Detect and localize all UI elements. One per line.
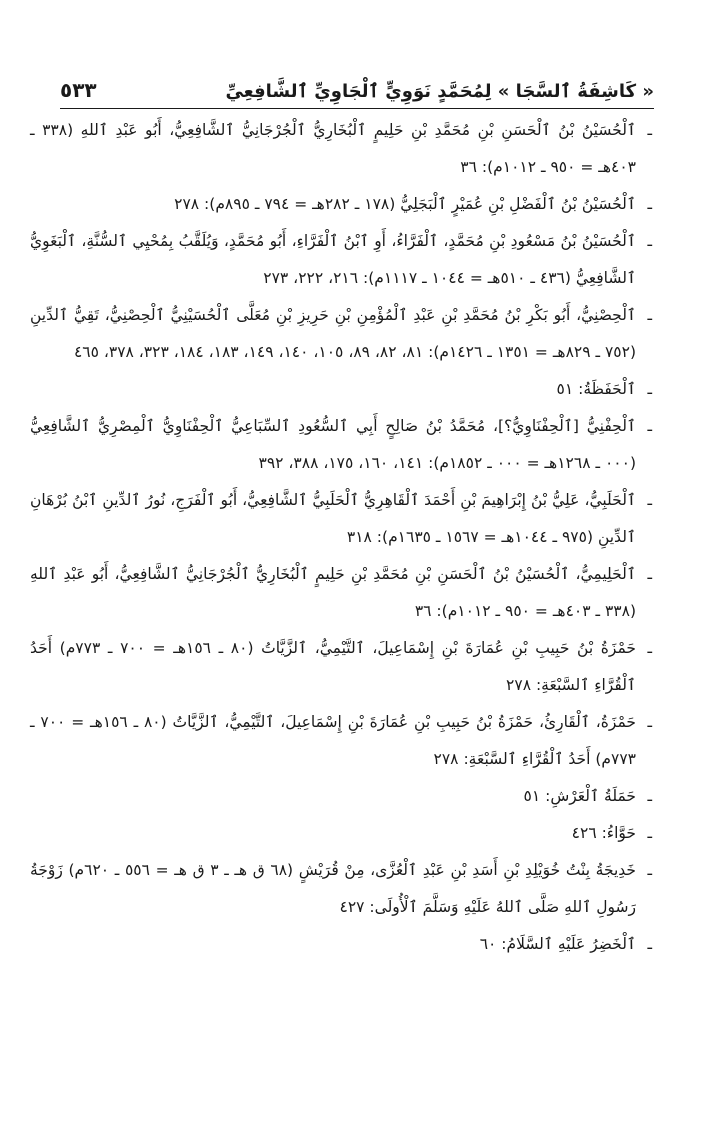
index-entry: ـ حَمْزَةُ، ٱلْقَارِئُ، حَمْزَةُ بْنُ حَبِيبِ بْنِ عُمَارَةَ بْنِ إِسْمَاعِيلَ، ٱلتَّيْمِيُّ، ٱلزَّيَّاتُ (٨٠ ـ ١٥٦هـ = ٧٠٠ ـ ٧٧٣م) أَحَدُ ٱلْقُرَّاءِ ٱلسَّبْعَةِ: ٢٧٨ [30, 713, 652, 768]
entry-text: حَمْزَةُ بْنُ حَبِيبِ بْنِ عُمَارَةَ بْنِ إِسْمَاعِيلَ، ٱلتَّيْمِيُّ، ٱلزَّيَّاتُ (٨٠ ـ ١٥٦هـ = ٧٠٠ ـ ٧٧٣م) أَحَدُ ٱلْقُرَّاءِ ٱلسَّبْعَةِ: ٢٧٨ [30, 639, 637, 694]
entry-text: ٱلْحِصْنِيُّ، أَبُو بَكْرِ بْنُ مُحَمَّدِ بْنِ عَبْدِ ٱلْمُؤْمِنِ بْنِ حَرِيزِ بْنِ مُعَلَّى ٱلْحُسَيْنِيُّ ٱلْحِصْنِيُّ، تَقِيُّ ٱلدِّينِ (٧٥٢ ـ ٨٢٩هـ = ١٣٥١ ـ ١٤٢٦م): ٨١، ٨٢، ٨٩، ١٠٥، ١٤٠، ١٤٩، ١٨٣، ١٨٤، ٣٢٣، ٣٧٨، ٤٦٥ [30, 306, 636, 361]
entry-text: حَمْزَةُ، ٱلْقَارِئُ، حَمْزَةُ بْنُ حَبِيبِ بْنِ عُمَارَةَ بْنِ إِسْمَاعِيلَ، ٱلتَّيْمِيُّ، ٱلزَّيَّاتُ (٨٠ ـ ١٥٦هـ = ٧٠٠ ـ ٧٧٣م) أَحَدُ ٱلْقُرَّاءِ ٱلسَّبْعَةِ: ٢٧٨ [30, 713, 637, 768]
entry-text: حَمَلَةُ ٱلْعَرْشِ: ٥١ [523, 787, 636, 805]
index-entry: ـ حَمَلَةُ ٱلْعَرْشِ: ٥١ [523, 787, 652, 805]
index-entry: ـ ٱلْحُسَيْنُ بْنُ مَسْعُودِ بْنِ مُحَمَّدٍ، ٱلْفَرَّاءُ، أَوِ ٱبْنُ ٱلْفَرَّاءِ، أَبُو مُحَمَّدٍ، وَيُلَقَّبُ بِمُحْيِي ٱلسُّنَّةِ، ٱلْبَغَوِيُّ ٱلشَّافِعِيُّ (٤٣٦ ـ ٥١٠هـ = ١٠٤٤ ـ ١١١٧م): ٢١٦، ٢٢٢، ٢٧٣ [30, 232, 652, 287]
page-header [60, 62, 654, 109]
index-entry: ـ ٱلْحِفْنِيُّ [ٱلْحِفْنَاوِيُّ؟]، مُحَمَّدُ بْنُ صَالِحٍ أَبِي ٱلسُّعُودِ ٱلسِّبَاعِيُّ ٱلْحِفْنَاوِيُّ ٱلْمِصْرِيُّ ٱلشَّافِعِيُّ (٠٠٠ ـ ١٢٦٨هـ = ٠٠٠ ـ ١٨٥٢م): ١٤١، ١٦٠، ١٧٥، ٣٨٨، ٣٩٢ [30, 417, 652, 472]
index-entry: ـ ٱلْحِصْنِيُّ، أَبُو بَكْرِ بْنُ مُحَمَّدِ بْنِ عَبْدِ ٱلْمُؤْمِنِ بْنِ حَرِيزِ بْنِ مُعَلَّى ٱلْحُسَيْنِيُّ ٱلْحِصْنِيُّ، تَقِيُّ ٱلدِّينِ (٧٥٢ ـ ٨٢٩هـ = ١٣٥١ ـ ١٤٢٦م): ٨١، ٨٢، ٨٩، ١٠٥، ١٤٠، ١٤٩، ١٨٣، ١٨٤، ٣٢٣، ٣٧٨، ٤٦٥ [30, 306, 652, 361]
entry-text: ٱلْحَلِيمِيُّ، ٱلْحُسَيْنُ بْنُ ٱلْحَسَنِ بْنِ مُحَمَّدِ بْنِ حَلِيمٍ ٱلْبُخَارِيُّ ٱلْجُرْجَانِيُّ ٱلشَّافِعِيُّ، أَبُو عَبْدِ ٱللهِ (٣٣٨ ـ ٤٠٣هـ = ٩٥٠ ـ ١٠١٢م): ٣٦ [30, 565, 636, 620]
entry-text: ٱلْحُسَيْنُ بْنُ مَسْعُودِ بْنِ مُحَمَّدٍ، ٱلْفَرَّاءُ، أَوِ ٱبْنُ ٱلْفَرَّاءِ، أَبُو مُحَمَّدٍ، وَيُلَقَّبُ بِمُحْيِي ٱلسُّنَّةِ، ٱلْبَغَوِيُّ ٱلشَّافِعِيُّ (٤٣٦ ـ ٥١٠هـ = ١٠٤٤ ـ ١١١٧م): ٢١٦، ٢٢٢، ٢٧٣ [30, 232, 636, 287]
entry-text: ٱلْحُسَيْنُ بْنُ ٱلْفَضْلِ بْنِ عُمَيْرٍ ٱلْبَجَلِيُّ (١٧٨ ـ ٢٨٢هـ = ٧٩٤ ـ ٨٩٥م): ٢٧٨ [174, 195, 636, 213]
index-entry: ـ حَوَّاءُ: ٤٢٦ [571, 824, 652, 842]
index-entry: ـ حَمْزَةُ بْنُ حَبِيبِ بْنِ عُمَارَةَ بْنِ إِسْمَاعِيلَ، ٱلتَّيْمِيُّ، ٱلزَّيَّاتُ (٨٠ ـ ١٥٦هـ = ٧٠٠ ـ ٧٧٣م) أَحَدُ ٱلْقُرَّاءِ ٱلسَّبْعَةِ: ٢٧٨ [30, 639, 652, 694]
entry-text: ٱلْحُسَيْنُ بْنُ ٱلْحَسَنِ بْنِ مُحَمَّدِ بْنِ حَلِيمٍ ٱلْبُخَارِيُّ ٱلْجُرْجَانِيُّ ٱلشَّافِعِيُّ، أَبُو عَبْدِ ٱللهِ (٣٣٨ ـ ٤٠٣هـ = ٩٥٠ ـ ١٠١٢م): ٣٦ [30, 121, 636, 176]
index-entry: ـ ٱلْحَلَبِيُّ، عَلِيُّ بْنُ إِبْرَاهِيمَ بْنِ أَحْمَدَ ٱلْقَاهِرِيُّ ٱلْحَلَبِيُّ ٱلشَّافِعِيُّ، أَبُو ٱلْفَرَجِ، نُورُ ٱلدِّينِ ٱبْنُ بُرْهَانِ ٱلدِّينِ (٩٧٥ ـ ١٠٤٤هـ = ١٥٦٧ ـ ١٦٣٥م): ٣١٨ [30, 491, 652, 546]
page-number: ٥٣٣ [60, 78, 97, 102]
index-entry: ـ ٱلْحَفَظَةُ: ٥١ [556, 380, 652, 398]
entry-text: خَدِيجَةُ بِنْتُ خُوَيْلِدِ بْنِ أَسَدِ بْنِ عَبْدِ ٱلْعُزَّى، مِنْ قُرَيْشٍ (٦٨ ق هـ ـ ٣ ق هـ = ٥٥٦ ـ ٦٢٠م) زَوْجَةُ رَسُولِ ٱللهِ صَلَّى ٱللهُ عَلَيْهِ وَسَلَّمَ ٱلْأُولَى: ٤٢٧ [30, 861, 637, 916]
entry-text: ٱلْحِفْنِيُّ [ٱلْحِفْنَاوِيُّ؟]، مُحَمَّدُ بْنُ صَالِحٍ أَبِي ٱلسُّعُودِ ٱلسِّبَاعِيُّ ٱلْحِفْنَاوِيُّ ٱلْمِصْرِيُّ ٱلشَّافِعِيُّ (٠٠٠ ـ ١٢٦٨هـ = ٠٠٠ ـ ١٨٥٢م): ١٤١، ١٦٠، ١٧٥، ٣٨٨، ٣٩٢ [30, 417, 636, 472]
entry-text: ٱلْحَفَظَةُ: ٥١ [556, 380, 636, 398]
index-entry: ـ ٱلْحُسَيْنُ بْنُ ٱلْحَسَنِ بْنِ مُحَمَّدِ بْنِ حَلِيمٍ ٱلْبُخَارِيُّ ٱلْجُرْجَانِيُّ ٱلشَّافِعِيُّ، أَبُو عَبْدِ ٱللهِ (٣٣٨ ـ ٤٠٣هـ = ٩٥٠ ـ ١٠١٢م): ٣٦ [30, 121, 652, 176]
index-entry: ـ ٱلْحُسَيْنُ بْنُ ٱلْفَضْلِ بْنِ عُمَيْرٍ ٱلْبَجَلِيُّ (١٧٨ ـ ٢٨٢هـ = ٧٩٤ ـ ٨٩٥م): ٢٧٨ [174, 195, 652, 213]
entry-text: حَوَّاءُ: ٤٢٦ [571, 824, 636, 842]
index-entry: ـ ٱلْخَضِرُ عَلَيْهِ ٱلسَّلَامُ: ٦٠ [479, 935, 652, 953]
index-entry: ـ خَدِيجَةُ بِنْتُ خُوَيْلِدِ بْنِ أَسَدِ بْنِ عَبْدِ ٱلْعُزَّى، مِنْ قُرَيْشٍ (٦٨ ق هـ ـ ٣ ق هـ = ٥٥٦ ـ ٦٢٠م) زَوْجَةُ رَسُولِ ٱللهِ صَلَّى ٱللهُ عَلَيْهِ وَسَلَّمَ ٱلْأُولَى: ٤٢٧ [30, 861, 652, 916]
index-entries [30, 112, 652, 963]
entry-text: ٱلْحَلَبِيُّ، عَلِيُّ بْنُ إِبْرَاهِيمَ بْنِ أَحْمَدَ ٱلْقَاهِرِيُّ ٱلْحَلَبِيُّ ٱلشَّافِعِيُّ، أَبُو ٱلْفَرَجِ، نُورُ ٱلدِّينِ ٱبْنُ بُرْهَانِ ٱلدِّينِ (٩٧٥ ـ ١٠٤٤هـ = ١٥٦٧ ـ ١٦٣٥م): ٣١٨ [30, 491, 636, 546]
index-entry: ـ ٱلْحَلِيمِيُّ، ٱلْحُسَيْنُ بْنُ ٱلْحَسَنِ بْنِ مُحَمَّدِ بْنِ حَلِيمٍ ٱلْبُخَارِيُّ ٱلْجُرْجَانِيُّ ٱلشَّافِعِيُّ، أَبُو عَبْدِ ٱللهِ (٣٣٨ ـ ٤٠٣هـ = ٩٥٠ ـ ١٠١٢م): ٣٦ [30, 565, 652, 620]
entry-text: ٱلْخَضِرُ عَلَيْهِ ٱلسَّلَامُ: ٦٠ [479, 935, 636, 953]
running-title: « كَاشِفَةُ ٱلسَّجَا » لِمُحَمَّدٍ نَوَوِيٍّ ٱلْجَاوِيِّ ٱلشَّافِعِيِّ [225, 81, 654, 102]
